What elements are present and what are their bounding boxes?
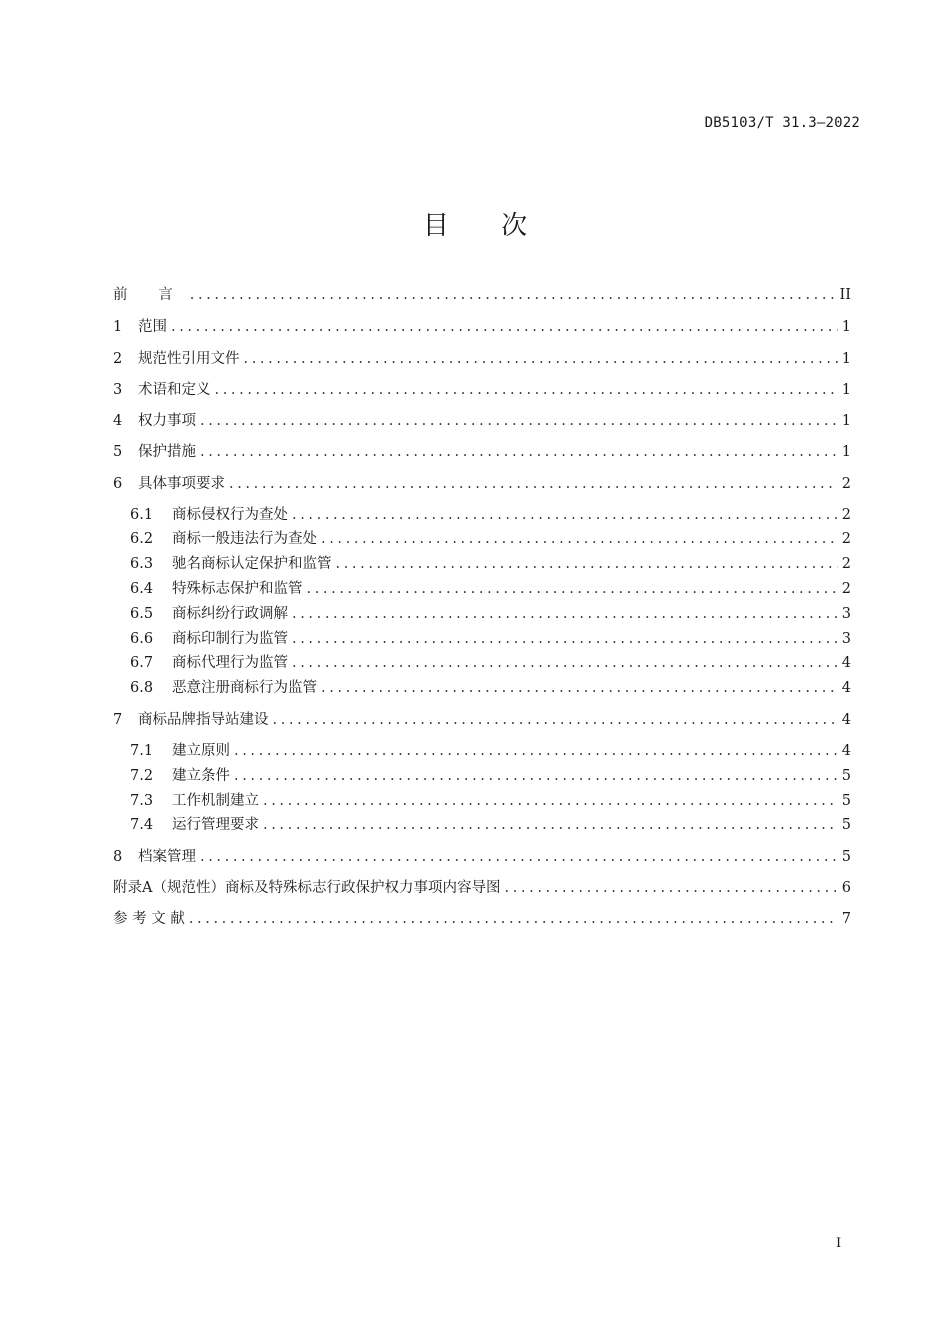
toc-entry-page: 4	[841, 655, 851, 671]
toc-dot-leader	[189, 909, 838, 929]
toc-dot-leader	[200, 847, 838, 867]
toc-entry-number: 4	[113, 413, 123, 429]
toc-dot-leader	[190, 285, 836, 305]
toc-entry-label: 商标品牌指导站建设	[138, 712, 269, 728]
toc-entry-number: 6	[113, 476, 123, 492]
toc-entry[interactable]	[113, 878, 851, 898]
toc-entry[interactable]	[113, 442, 851, 462]
toc-dot-leader	[292, 653, 838, 673]
toc-entry-page: 3	[841, 631, 851, 647]
toc-dot-leader	[292, 629, 838, 649]
toc-entry-label: 商标侵权行为查处	[172, 507, 288, 523]
toc-dot-leader	[504, 878, 837, 898]
toc-entry-page: 4	[841, 712, 851, 728]
toc-entry[interactable]	[130, 604, 851, 624]
toc-entry-page: 2	[841, 507, 851, 523]
toc-entry-label: 建立原则	[172, 743, 230, 759]
toc-entry-label: 权力事项	[138, 413, 196, 429]
toc-dot-leader	[234, 766, 838, 786]
toc-entry-label: 范围	[138, 319, 167, 335]
toc-entry[interactable]	[130, 529, 851, 549]
toc-entry-label: 工作机制建立	[172, 793, 259, 809]
toc-entry-label: 商标一般违法行为查处	[172, 531, 317, 547]
toc-dot-leader	[171, 317, 838, 337]
toc-entry[interactable]	[130, 791, 851, 811]
toc-entry-label: 商标印制行为监管	[172, 631, 288, 647]
toc-entry-number: 3	[113, 382, 123, 398]
toc-entry-number: 7.3	[130, 793, 154, 809]
toc-entry[interactable]	[130, 554, 851, 574]
toc-dot-leader	[263, 791, 838, 811]
toc-entry-page: 5	[841, 768, 851, 784]
toc-dot-leader	[215, 380, 838, 400]
toc-entry-label: 商标代理行为监管	[172, 655, 288, 671]
toc-entry-label: 运行管理要求	[172, 817, 259, 833]
toc-entry-page: 2	[841, 476, 851, 492]
toc-entry-label: 商标纠纷行政调解	[172, 606, 288, 622]
toc-entry[interactable]	[130, 505, 851, 525]
toc-entry-page: 2	[841, 581, 851, 597]
toc-dot-leader	[336, 554, 838, 574]
toc-entry-label: 建立条件	[172, 768, 230, 784]
toc-entry-label: 术语和定义	[138, 382, 211, 398]
toc-entry-page: 2	[841, 531, 851, 547]
toc-entry-label: 档案管理	[138, 849, 196, 865]
toc-entry-number: 6.5	[130, 606, 154, 622]
toc-entry[interactable]	[130, 579, 851, 599]
toc-dot-leader	[200, 411, 838, 431]
toc-entry-label: 恶意注册商标行为监管	[172, 680, 317, 696]
toc-dot-leader	[263, 815, 838, 835]
toc-entry[interactable]	[113, 847, 851, 867]
toc-entry[interactable]	[130, 741, 851, 761]
toc-entry-label: 规范性引用文件	[138, 351, 240, 367]
toc-entry-page: 4	[841, 743, 851, 759]
toc-dot-leader	[229, 474, 838, 494]
toc-entry-number: 6.4	[130, 581, 154, 597]
toc-entry[interactable]	[130, 678, 851, 698]
toc-entry[interactable]	[113, 474, 851, 494]
toc-entry-label: 参 考 文 献	[113, 911, 185, 927]
toc-entry[interactable]	[113, 411, 851, 431]
toc-entry-number: 6.1	[130, 507, 154, 523]
toc-entry-page: 1	[841, 413, 851, 429]
toc-entry-page: 5	[841, 817, 851, 833]
toc-entry[interactable]	[113, 349, 851, 369]
toc-entry-number: 7.4	[130, 817, 154, 833]
toc-entry-page: 5	[841, 849, 851, 865]
toc-entry-number: 6.8	[130, 680, 154, 696]
toc-entry[interactable]	[130, 815, 851, 835]
toc-entry-number: 6.6	[130, 631, 154, 647]
toc-entry-page: 1	[841, 444, 851, 460]
toc-entry-page: 6	[841, 880, 851, 896]
toc-entry-number: 1	[113, 319, 123, 335]
page-number: I	[836, 1236, 842, 1251]
document-code: DB5103/T 31.3—2022	[704, 115, 860, 131]
toc-dot-leader	[273, 710, 838, 730]
toc-dot-leader	[200, 442, 838, 462]
toc-dot-leader	[292, 604, 838, 624]
toc-dot-leader	[307, 579, 838, 599]
toc-dot-leader	[234, 741, 838, 761]
toc-entry-number: 2	[113, 351, 123, 367]
toc-entry-number: 6.3	[130, 556, 154, 572]
toc-entry[interactable]	[113, 710, 851, 730]
toc-entry[interactable]	[130, 766, 851, 786]
toc-entry-page: 3	[841, 606, 851, 622]
toc-entry[interactable]	[113, 285, 851, 305]
toc-entry-label: 特殊标志保护和监管	[172, 581, 303, 597]
toc-entry[interactable]	[130, 653, 851, 673]
toc-entry-number: 7.2	[130, 768, 154, 784]
toc-entry-page: 4	[841, 680, 851, 696]
toc-entry[interactable]	[113, 380, 851, 400]
toc-entry-label: 保护措施	[138, 444, 196, 460]
toc-entry-number: 7	[113, 712, 123, 728]
toc-entry-page: 5	[841, 793, 851, 809]
toc-entry-page: 1	[841, 351, 851, 367]
toc-entry-number: 7.1	[130, 743, 154, 759]
toc-entry[interactable]	[130, 629, 851, 649]
toc-entry-number: 6.2	[130, 531, 154, 547]
toc-entry-number: 5	[113, 444, 123, 460]
toc-entry-label: 前 言	[113, 287, 186, 303]
toc-entry-page: 7	[841, 911, 851, 927]
toc-dot-leader	[292, 505, 838, 525]
toc-entry-number: 6.7	[130, 655, 154, 671]
toc-entry-page: 2	[841, 556, 851, 572]
toc-entry-number: 8	[113, 849, 123, 865]
toc-dot-leader	[321, 678, 838, 698]
toc-entry-label: 附录A（规范性）商标及特殊标志行政保护权力事项内容导图	[113, 880, 501, 896]
toc-entry-page: II	[839, 287, 851, 303]
toc-entry-page: 1	[841, 319, 851, 335]
toc-entry-label: 具体事项要求	[138, 476, 225, 492]
toc-entry-label: 驰名商标认定保护和监管	[172, 556, 332, 572]
toc-dot-leader	[244, 349, 838, 369]
toc-entry[interactable]	[113, 909, 851, 929]
toc-dot-leader	[321, 529, 838, 549]
toc-entry-page: 1	[841, 382, 851, 398]
toc-entry[interactable]	[113, 317, 851, 337]
page-title: 目 次	[422, 211, 550, 241]
